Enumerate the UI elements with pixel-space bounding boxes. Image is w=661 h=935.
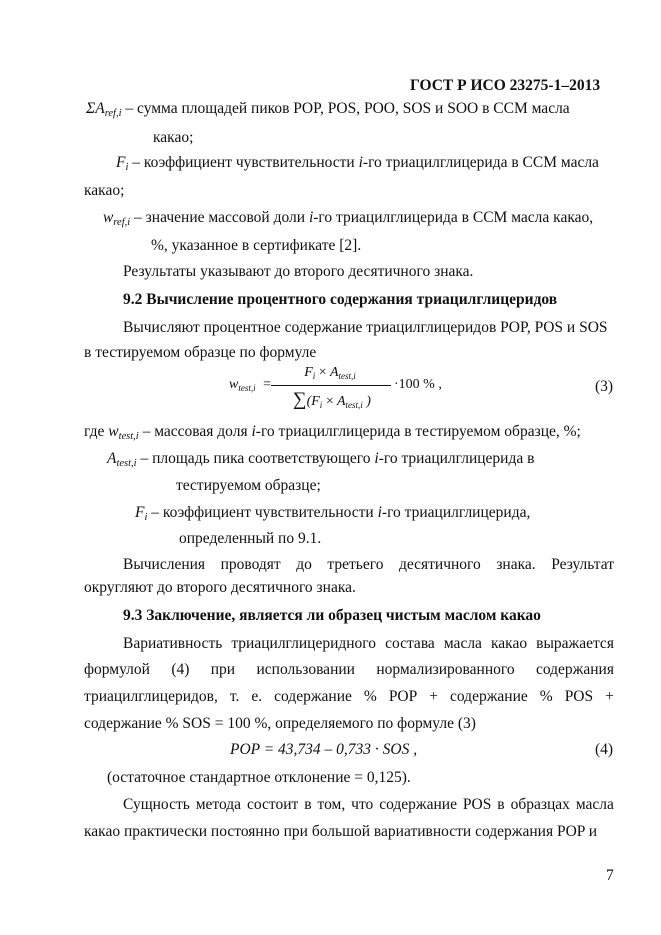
p1-word: использовании xyxy=(256,661,355,678)
formula-3-lhs-subscript: test,i xyxy=(238,383,256,393)
denominator-a: A xyxy=(336,394,346,409)
w-description-b: -го триацилглицерида в ССМ масла какао, xyxy=(313,209,594,226)
p1-word: + xyxy=(429,688,438,705)
f-subscript: i xyxy=(125,162,129,173)
calc-line-2: округляют до второго десятичного знака. xyxy=(84,579,356,596)
p2-word: образцах xyxy=(510,796,570,813)
formula-3-lhs xyxy=(229,377,271,393)
definition-a-test xyxy=(107,449,534,474)
calc-word: проводят xyxy=(220,556,281,573)
w-symbol: w xyxy=(103,209,114,226)
definition-f2 xyxy=(135,503,530,528)
a-subscript: test,i xyxy=(116,458,137,469)
formula-3-numerator xyxy=(290,365,370,381)
residual-note: (остаточное стандартное отклонение = 0,125). xyxy=(107,769,411,786)
p1-word: % xyxy=(363,688,377,705)
w-subscript: ref,i xyxy=(113,217,131,228)
calc-word: Вычисления xyxy=(123,556,206,573)
where-description-i: i xyxy=(251,423,256,440)
p1-word: выражается xyxy=(536,635,614,652)
p1-line-4: содержание % SOS = 100 %, определяемого по формуле (3) xyxy=(84,715,476,732)
p1-word: триацилглицеридного xyxy=(231,635,377,652)
definition-a-test-cont: тестируемом образце; xyxy=(176,477,321,494)
denominator-sum: ∑ xyxy=(293,389,307,410)
definition-sum-a-ref xyxy=(86,99,570,124)
p1-word: формулой xyxy=(84,661,150,678)
calc-word: знака. xyxy=(496,556,536,573)
numerator-a-subscript: test,i xyxy=(338,371,356,381)
p2-word: Сущность xyxy=(123,796,190,813)
a-description-b: -го триацилглицерида в xyxy=(378,450,535,467)
fraction-bar xyxy=(271,385,391,386)
f-description-a: – коэффициент чувствительности xyxy=(132,154,359,171)
section-9-3-heading: 9.3 Заключение, является ли образец чистым маслом какао xyxy=(123,607,541,624)
a-symbol: A xyxy=(107,450,117,467)
p2-word: том, xyxy=(317,796,346,813)
p1-word: содержание xyxy=(274,688,352,705)
w-description-a: – значение массовой доли xyxy=(134,209,309,226)
denominator-close: ) xyxy=(366,394,371,409)
p1-word: триацилглицеридов, xyxy=(84,688,218,705)
results-note: Результаты указывают до второго десятичного знака. xyxy=(123,263,474,280)
p1-word: содержания xyxy=(535,661,614,678)
formula-4-number: (4) xyxy=(595,741,614,758)
w-description-i: i xyxy=(308,209,314,226)
p1-word: при xyxy=(210,661,236,678)
f-description-i: i xyxy=(358,154,363,171)
definition-f-i-cont: какао; xyxy=(84,182,125,199)
numerator-times: × xyxy=(318,365,327,380)
section-9-2-heading: 9.2 Вычисление процентного содержания триацилглицеридов xyxy=(123,291,558,308)
p2-word: что xyxy=(351,796,374,813)
p1-word: масла xyxy=(443,635,482,652)
sum-a-description: – сумма площадей пиков POP, POS, POO, SOS и SOO в ССМ масла xyxy=(125,100,570,117)
f2-symbol: F xyxy=(135,504,145,521)
calc-word: Результат xyxy=(551,556,614,573)
numerator-a: A xyxy=(329,365,339,380)
p2-word: метода xyxy=(195,796,242,813)
p1-line-1 xyxy=(123,634,614,654)
p1-word: какао xyxy=(490,635,528,652)
denominator-f-subscript: i xyxy=(319,400,323,410)
p2-word: масла xyxy=(575,796,614,813)
numerator-f-subscript: i xyxy=(312,371,316,381)
p1-word: + xyxy=(605,688,614,705)
calc-line-1 xyxy=(123,555,614,575)
section-9-2-intro-line-2: в тестируемом образце по формуле xyxy=(84,344,317,361)
p1-line-3 xyxy=(84,687,614,707)
p2-word: POS xyxy=(462,796,492,813)
f2-subscript: i xyxy=(144,512,148,523)
formula-4: POP = 43,734 – 0,733 · SOS , xyxy=(230,741,418,758)
f2-description-a: – коэффициент чувствительности xyxy=(151,504,378,521)
f2-description-i: i xyxy=(377,504,382,521)
denominator-a-subscript: test,i xyxy=(345,400,363,410)
definition-w-ref-cont: %, указанное в сертификате [2]. xyxy=(151,237,362,254)
sum-a-subscript: ref,i xyxy=(104,108,122,119)
document-id-header: ГОСТ Р ИСО 23275-1–2013 xyxy=(410,77,601,94)
where-prefix: где xyxy=(84,423,109,440)
section-9-2-intro-line-1: Вычисляют процентное содержание триацилглицеридов POP, POS и SOS xyxy=(123,319,608,336)
where-w-test xyxy=(84,422,581,447)
p2-word: в xyxy=(304,796,312,813)
definition-f-i xyxy=(116,153,599,178)
calc-word: третьего xyxy=(327,556,384,573)
p1-word: содержание xyxy=(450,688,528,705)
denominator-open: (F xyxy=(306,394,320,409)
where-description-a: – массовая доля xyxy=(138,423,252,440)
p2-word: в xyxy=(497,796,505,813)
a-description-a: – площадь пика соответствующего xyxy=(140,450,375,467)
p1-word: нормализированного xyxy=(376,661,515,678)
denominator-times: × xyxy=(325,394,334,409)
p1-word: е. xyxy=(251,688,263,705)
p1-word: т. xyxy=(229,688,240,705)
formula-3-tail: ·100 % , xyxy=(394,377,442,392)
p1-word: POP xyxy=(388,688,418,705)
where-w-subscript: test,i xyxy=(118,431,139,442)
sum-a-symbol: ΣA xyxy=(86,100,105,117)
p2-word: состоит xyxy=(247,796,299,813)
where-description-b: -го триацилглицерида в тестируемом образце, %; xyxy=(255,423,581,440)
definition-sum-a-ref-cont: какао; xyxy=(153,129,194,146)
f-symbol: F xyxy=(116,154,126,171)
page-number: 7 xyxy=(606,867,614,884)
p1-line-2 xyxy=(84,660,614,680)
p1-word: % xyxy=(539,688,553,705)
p1-word: (4) xyxy=(171,661,190,678)
calc-word: десятичного xyxy=(398,556,481,573)
numerator-f: F xyxy=(304,365,313,380)
f-description-b: -го триацилглицерида в ССМ масла xyxy=(362,154,599,171)
p1-word: Вариативность xyxy=(123,635,223,652)
p2-line-1 xyxy=(123,795,614,815)
p1-word: POS xyxy=(564,688,594,705)
definition-f2-cont: определенный по 9.1. xyxy=(179,530,322,547)
formula-3-denominator xyxy=(270,389,394,411)
formula-3-number: (3) xyxy=(595,378,614,395)
definition-w-ref xyxy=(103,208,593,233)
p2-word: содержание xyxy=(379,796,457,813)
p2-line-2: какао практически постоянно при большой вариативности содержания POP и xyxy=(84,823,597,840)
a-description-i: i xyxy=(374,450,379,467)
calc-word: до xyxy=(296,556,312,573)
where-w-symbol: w xyxy=(108,423,119,440)
p1-word: состава xyxy=(385,635,435,652)
f2-description-b: -го триацилглицерида, xyxy=(381,504,531,521)
formula-3-equals: = xyxy=(263,377,271,392)
formula-3-lhs-symbol: w xyxy=(229,377,239,392)
